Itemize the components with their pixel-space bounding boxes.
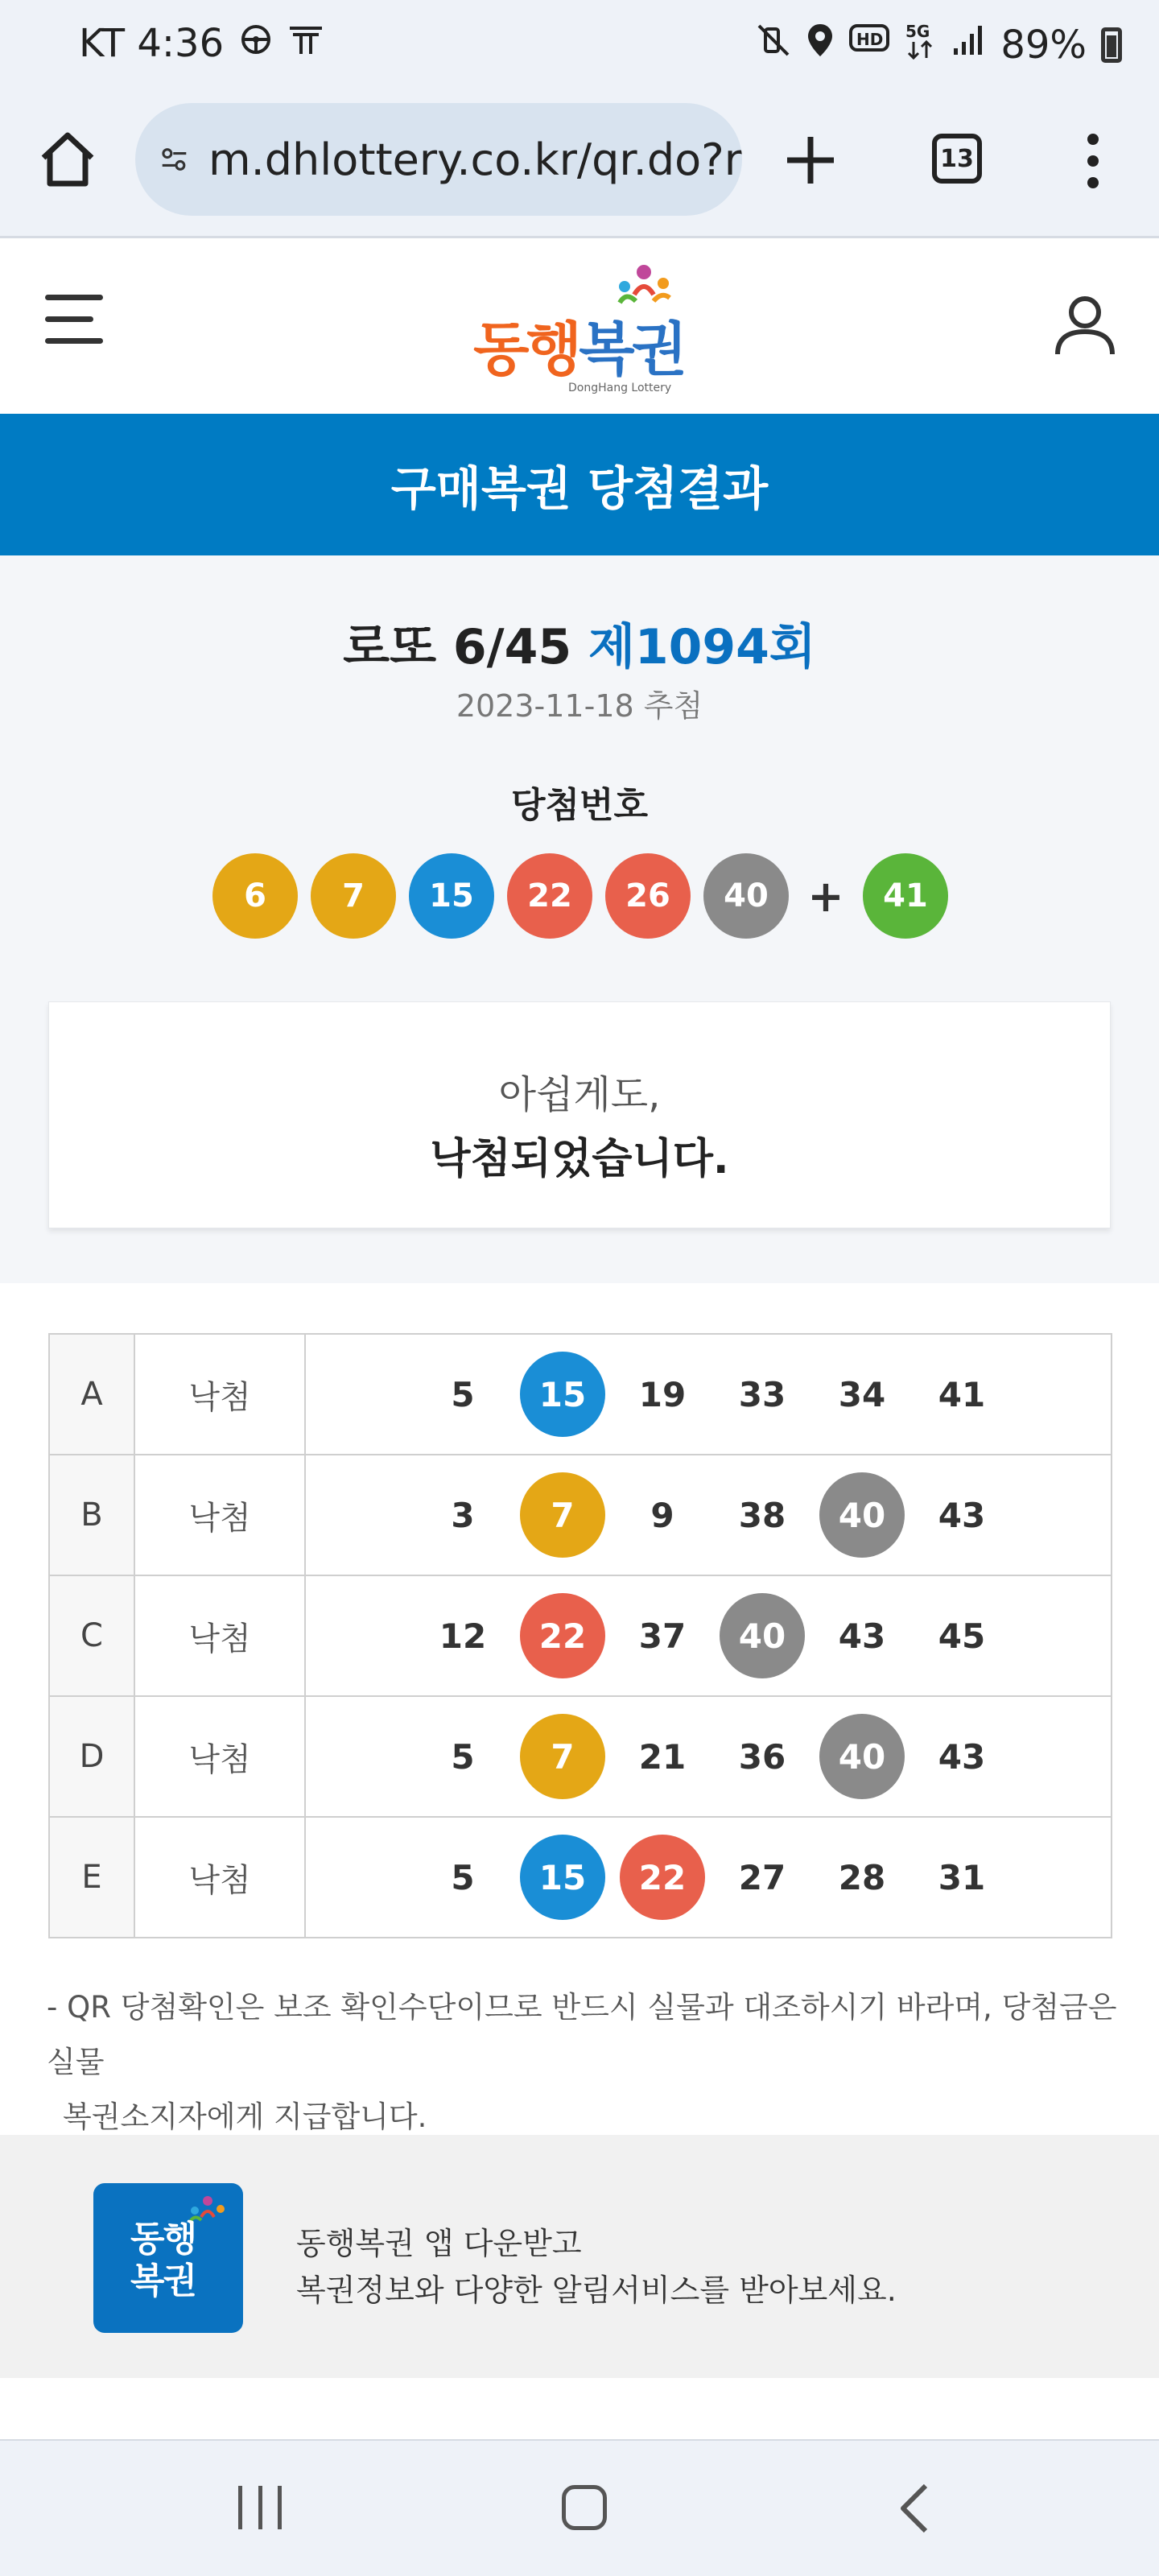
vibrate-mute-icon	[756, 23, 791, 68]
matched-number-ball: 7	[520, 1472, 605, 1558]
location-icon	[806, 23, 835, 68]
matched-number-ball: 15	[520, 1352, 605, 1437]
matched-number-ball: 15	[520, 1835, 605, 1920]
ticket-number: 41	[938, 1374, 986, 1414]
ticket-numbers	[420, 1472, 1111, 1558]
ticket-row	[49, 1696, 1112, 1817]
matched-number-ball: 22	[620, 1835, 705, 1920]
ticket-numbers	[420, 1835, 1111, 1920]
tab-switcher-button[interactable]: 13	[932, 134, 982, 184]
system-back-button[interactable]	[892, 2483, 940, 2534]
back-chevron-icon	[892, 2483, 940, 2534]
winning-numbers	[212, 853, 961, 939]
app-icon-text-1: 동행	[130, 2219, 196, 2260]
ticket-numbers	[420, 1593, 1111, 1678]
ticket-number: 21	[638, 1736, 687, 1777]
ticket-game-label: C	[49, 1575, 134, 1696]
hd-voice-icon	[849, 23, 889, 68]
result-message-line1: 아쉽게도,	[498, 1072, 661, 1117]
ticket-result: 낙첨	[134, 1575, 305, 1696]
ticket-result: 낙첨	[134, 1817, 305, 1938]
page-banner	[0, 414, 1159, 555]
ticket-numbers-cell	[305, 1455, 1112, 1575]
address-bar[interactable]	[135, 103, 742, 216]
bonus-number-ball: 41	[863, 853, 948, 939]
matched-number-ball: 40	[720, 1593, 805, 1678]
ticket-number: 31	[938, 1857, 986, 1897]
round-number: 제1094회	[588, 619, 816, 675]
ticket-numbers	[420, 1352, 1111, 1437]
ticket-game-label: E	[49, 1817, 134, 1938]
winning-number-ball: 26	[605, 853, 691, 939]
svg-text:5G: 5G	[905, 22, 930, 41]
plus-icon	[782, 132, 839, 188]
matched-number-ball: 7	[520, 1714, 605, 1799]
ticket-number: 34	[838, 1374, 886, 1414]
battery-percent: 89%	[1000, 23, 1087, 68]
recent-apps-button[interactable]	[238, 2486, 282, 2529]
ticket-number: 28	[838, 1857, 886, 1897]
winning-numbers-label: 당첨번호	[510, 785, 648, 826]
ticket-numbers-cell	[305, 1334, 1112, 1455]
logo-text-1: 동행	[473, 316, 580, 383]
ticket-number: 45	[938, 1616, 986, 1656]
system-navigation-bar	[0, 2439, 1159, 2576]
result-summary	[0, 555, 1159, 1283]
ticket-number: 27	[738, 1857, 786, 1897]
promo-line2: 복권정보와 다양한 알림서비스를 받아보세요.	[296, 2273, 897, 2308]
ticket-table	[48, 1333, 1112, 1938]
steering-wheel-icon	[240, 23, 272, 64]
matched-number-ball: 40	[819, 1714, 905, 1799]
game-title	[0, 609, 1159, 678]
logo-text-2: 복권	[579, 316, 685, 383]
recent-apps-icon	[238, 2486, 242, 2529]
ticket-number: 9	[650, 1495, 674, 1535]
ticket-number: 37	[638, 1616, 687, 1656]
ticket-numbers-cell	[305, 1696, 1112, 1817]
more-menu-button[interactable]	[1077, 129, 1109, 193]
ticket-number: 5	[451, 1857, 475, 1897]
ticket-number: 36	[738, 1736, 786, 1777]
promo-line1: 동행복권 앱 다운받고	[296, 2226, 582, 2261]
hamburger-line	[45, 295, 103, 300]
ticket-number: 5	[451, 1736, 475, 1777]
home-icon	[35, 127, 100, 192]
ticket-numbers-cell	[305, 1575, 1112, 1696]
hamburger-line	[45, 338, 103, 344]
ticket-numbers	[420, 1714, 1111, 1799]
winning-number-ball: 40	[703, 853, 789, 939]
result-message-box	[48, 1001, 1111, 1228]
recent-apps-icon	[278, 2486, 282, 2529]
system-home-button[interactable]	[562, 2485, 607, 2530]
winning-number-ball: 6	[212, 853, 298, 939]
app-icon[interactable]	[93, 2183, 243, 2333]
notice-line1: - QR 당첨확인은 보조 확인수단이므로 반드시 실물과 대조하시기 바라며, 당첨금은 실물	[47, 1990, 1117, 2079]
dot-icon	[1087, 177, 1099, 188]
notice-line2: 복권소지자에게 지급합니다.	[63, 2099, 427, 2134]
5g-icon	[904, 21, 936, 69]
matched-number-ball: 22	[520, 1593, 605, 1678]
new-tab-button[interactable]	[782, 121, 839, 200]
ticket-row	[49, 1575, 1112, 1696]
logo-subtitle: DongHang Lottery	[568, 382, 672, 394]
menu-button[interactable]	[45, 295, 103, 346]
user-icon	[1051, 290, 1119, 357]
ticket-result: 낙첨	[134, 1696, 305, 1817]
my-page-button[interactable]	[1051, 290, 1119, 357]
browser-toolbar	[0, 97, 1159, 238]
ticket-number: 12	[439, 1616, 487, 1656]
winning-number-ball: 7	[311, 853, 396, 939]
signal-icon	[951, 23, 986, 68]
ticket-result: 낙첨	[134, 1455, 305, 1575]
ticket-number: 43	[838, 1616, 886, 1656]
ticket-number: 33	[738, 1374, 786, 1414]
ticket-row	[49, 1455, 1112, 1575]
notice	[47, 1980, 1125, 2145]
ticket-numbers-cell	[305, 1817, 1112, 1938]
hamburger-line	[45, 316, 93, 322]
status-bar	[0, 0, 1159, 97]
game-name: 로또 6/45	[343, 619, 572, 675]
status-left	[79, 21, 324, 66]
site-logo[interactable]	[473, 262, 691, 394]
ticket-number: 3	[451, 1495, 475, 1535]
battery-icon	[1101, 27, 1122, 63]
bonus-plus-sign: +	[807, 870, 844, 922]
app-promo[interactable]	[0, 2135, 1159, 2378]
ticket-result: 낙첨	[134, 1334, 305, 1455]
app-icon-text-2: 복권	[130, 2260, 196, 2301]
browser-home-button[interactable]	[35, 127, 100, 192]
ticket-game-label: A	[49, 1334, 134, 1455]
site-settings-icon[interactable]	[159, 135, 189, 184]
winning-number-ball: 15	[409, 853, 494, 939]
ticket-row	[49, 1334, 1112, 1455]
svg-text:HD: HD	[856, 30, 884, 49]
matched-number-ball: 40	[819, 1472, 905, 1558]
dot-icon	[1087, 155, 1099, 167]
draw-date: 2023-11-18 추첨	[456, 688, 703, 724]
ticket-number: 38	[738, 1495, 786, 1535]
winning-number-ball: 22	[507, 853, 592, 939]
ticket-number: 19	[638, 1374, 687, 1414]
ticket-number: 5	[451, 1374, 475, 1414]
result-message-line2: 낙첨되었습니다.	[430, 1135, 729, 1183]
page-title: 구매복권 당첨결과	[390, 461, 769, 516]
ticket-game-label: D	[49, 1696, 134, 1817]
status-right	[756, 21, 1122, 69]
dot-icon	[1087, 134, 1099, 145]
app-icon-text	[130, 2219, 196, 2302]
ticket-number: 43	[938, 1736, 986, 1777]
carrier-time: KT 4:36	[79, 21, 225, 66]
url-text[interactable]: m.dhlottery.co.kr/qr.do?r	[208, 134, 742, 185]
ticket-row	[49, 1817, 1112, 1938]
recent-apps-icon	[258, 2486, 262, 2529]
t-app-icon	[288, 23, 324, 64]
ticket-game-label: B	[49, 1455, 134, 1575]
logo-wordmark	[473, 303, 684, 386]
ticket-number: 43	[938, 1495, 986, 1535]
site-header	[0, 238, 1159, 414]
